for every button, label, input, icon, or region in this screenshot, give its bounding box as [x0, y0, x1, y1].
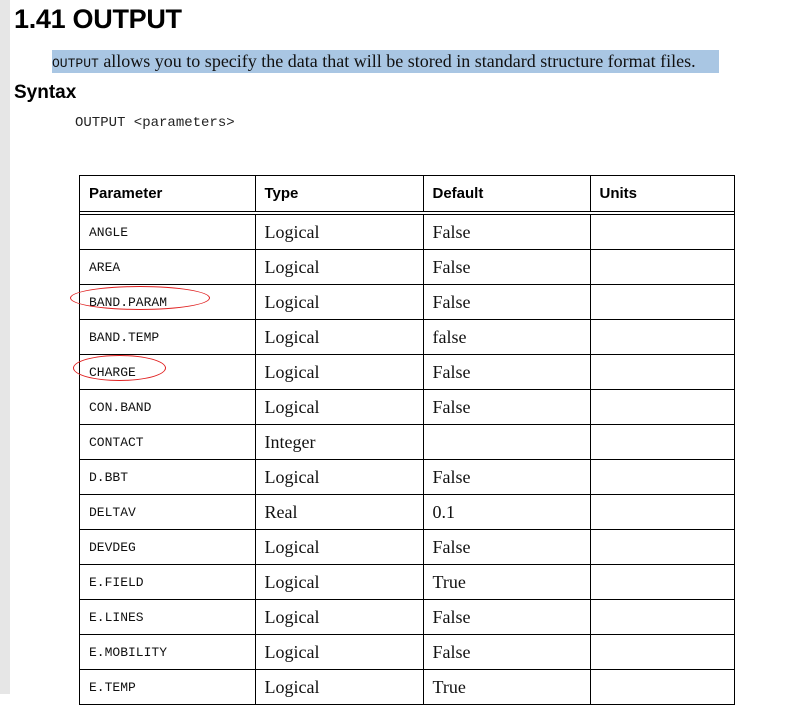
- intro-paragraph[interactable]: [52, 50, 719, 73]
- units-cell: [590, 670, 734, 705]
- type-cell: Integer: [255, 425, 423, 460]
- table-row: [80, 250, 734, 285]
- param-cell: BAND.TEMP: [80, 320, 255, 355]
- default-cell: True: [423, 565, 590, 600]
- param-cell: ANGLE: [80, 213, 255, 250]
- header-type: Type: [255, 176, 423, 213]
- param-cell: [80, 355, 255, 390]
- units-cell: [590, 530, 734, 565]
- intro-text: allows you to specify the data that will be stored in standard structure format files.: [98, 51, 696, 71]
- table-row: [80, 285, 734, 320]
- param-cell: D.BBT: [80, 460, 255, 495]
- param-text: BAND.PARAM: [89, 294, 168, 310]
- type-cell: Logical: [255, 565, 423, 600]
- units-cell: [590, 355, 734, 390]
- parameter-table-container: [79, 175, 735, 705]
- units-cell: [590, 495, 734, 530]
- default-cell: True: [423, 670, 590, 705]
- param-cell: E.TEMP: [80, 670, 255, 705]
- param-cell: E.LINES: [80, 600, 255, 635]
- default-cell: 0.1: [423, 495, 590, 530]
- default-cell: [423, 425, 590, 460]
- default-cell: False: [423, 213, 590, 250]
- table-row: [80, 565, 734, 600]
- type-cell: Real: [255, 495, 423, 530]
- units-cell: [590, 460, 734, 495]
- type-cell: Logical: [255, 285, 423, 320]
- type-cell: Logical: [255, 530, 423, 565]
- type-cell: Logical: [255, 670, 423, 705]
- table-row: [80, 425, 734, 460]
- syntax-heading: Syntax: [14, 82, 77, 103]
- type-cell: Logical: [255, 635, 423, 670]
- table-row: [80, 320, 734, 355]
- circled-param: [89, 365, 136, 380]
- type-cell: Logical: [255, 320, 423, 355]
- param-cell: DEVDEG: [80, 530, 255, 565]
- syntax-statement: OUTPUT <parameters>: [75, 115, 235, 131]
- units-cell: [590, 635, 734, 670]
- units-cell: [590, 565, 734, 600]
- default-cell: False: [423, 460, 590, 495]
- parameter-table: [80, 176, 734, 705]
- type-cell: Logical: [255, 600, 423, 635]
- table-row: [80, 495, 734, 530]
- table-row: [80, 213, 734, 250]
- default-cell: False: [423, 355, 590, 390]
- param-cell: CONTACT: [80, 425, 255, 460]
- units-cell: [590, 320, 734, 355]
- param-cell: DELTAV: [80, 495, 255, 530]
- intro-keyword: OUTPUT: [52, 56, 99, 71]
- type-cell: Logical: [255, 460, 423, 495]
- page-margin-bar: [0, 0, 10, 694]
- table-row: [80, 635, 734, 670]
- table-row: [80, 600, 734, 635]
- type-cell: Logical: [255, 213, 423, 250]
- circled-param: [89, 295, 167, 310]
- table-row: [80, 390, 734, 425]
- header-parameter: Parameter: [80, 176, 255, 213]
- units-cell: [590, 390, 734, 425]
- default-cell: False: [423, 530, 590, 565]
- type-cell: Logical: [255, 390, 423, 425]
- table-row: [80, 530, 734, 565]
- default-cell: false: [423, 320, 590, 355]
- default-cell: False: [423, 285, 590, 320]
- table-row: [80, 355, 734, 390]
- table-row: [80, 460, 734, 495]
- param-cell: E.MOBILITY: [80, 635, 255, 670]
- default-cell: False: [423, 635, 590, 670]
- type-cell: Logical: [255, 355, 423, 390]
- table-row: [80, 670, 734, 705]
- param-cell: AREA: [80, 250, 255, 285]
- table-header-row: [80, 176, 734, 213]
- default-cell: False: [423, 600, 590, 635]
- param-cell: [80, 285, 255, 320]
- units-cell: [590, 250, 734, 285]
- units-cell: [590, 425, 734, 460]
- param-cell: E.FIELD: [80, 565, 255, 600]
- section-title: 1.41 OUTPUT: [14, 4, 182, 34]
- default-cell: False: [423, 390, 590, 425]
- param-text: CHARGE: [89, 364, 136, 380]
- type-cell: Logical: [255, 250, 423, 285]
- units-cell: [590, 285, 734, 320]
- param-cell: CON.BAND: [80, 390, 255, 425]
- units-cell: [590, 600, 734, 635]
- header-default: Default: [423, 176, 590, 213]
- header-units: Units: [590, 176, 734, 213]
- default-cell: False: [423, 250, 590, 285]
- units-cell: [590, 213, 734, 250]
